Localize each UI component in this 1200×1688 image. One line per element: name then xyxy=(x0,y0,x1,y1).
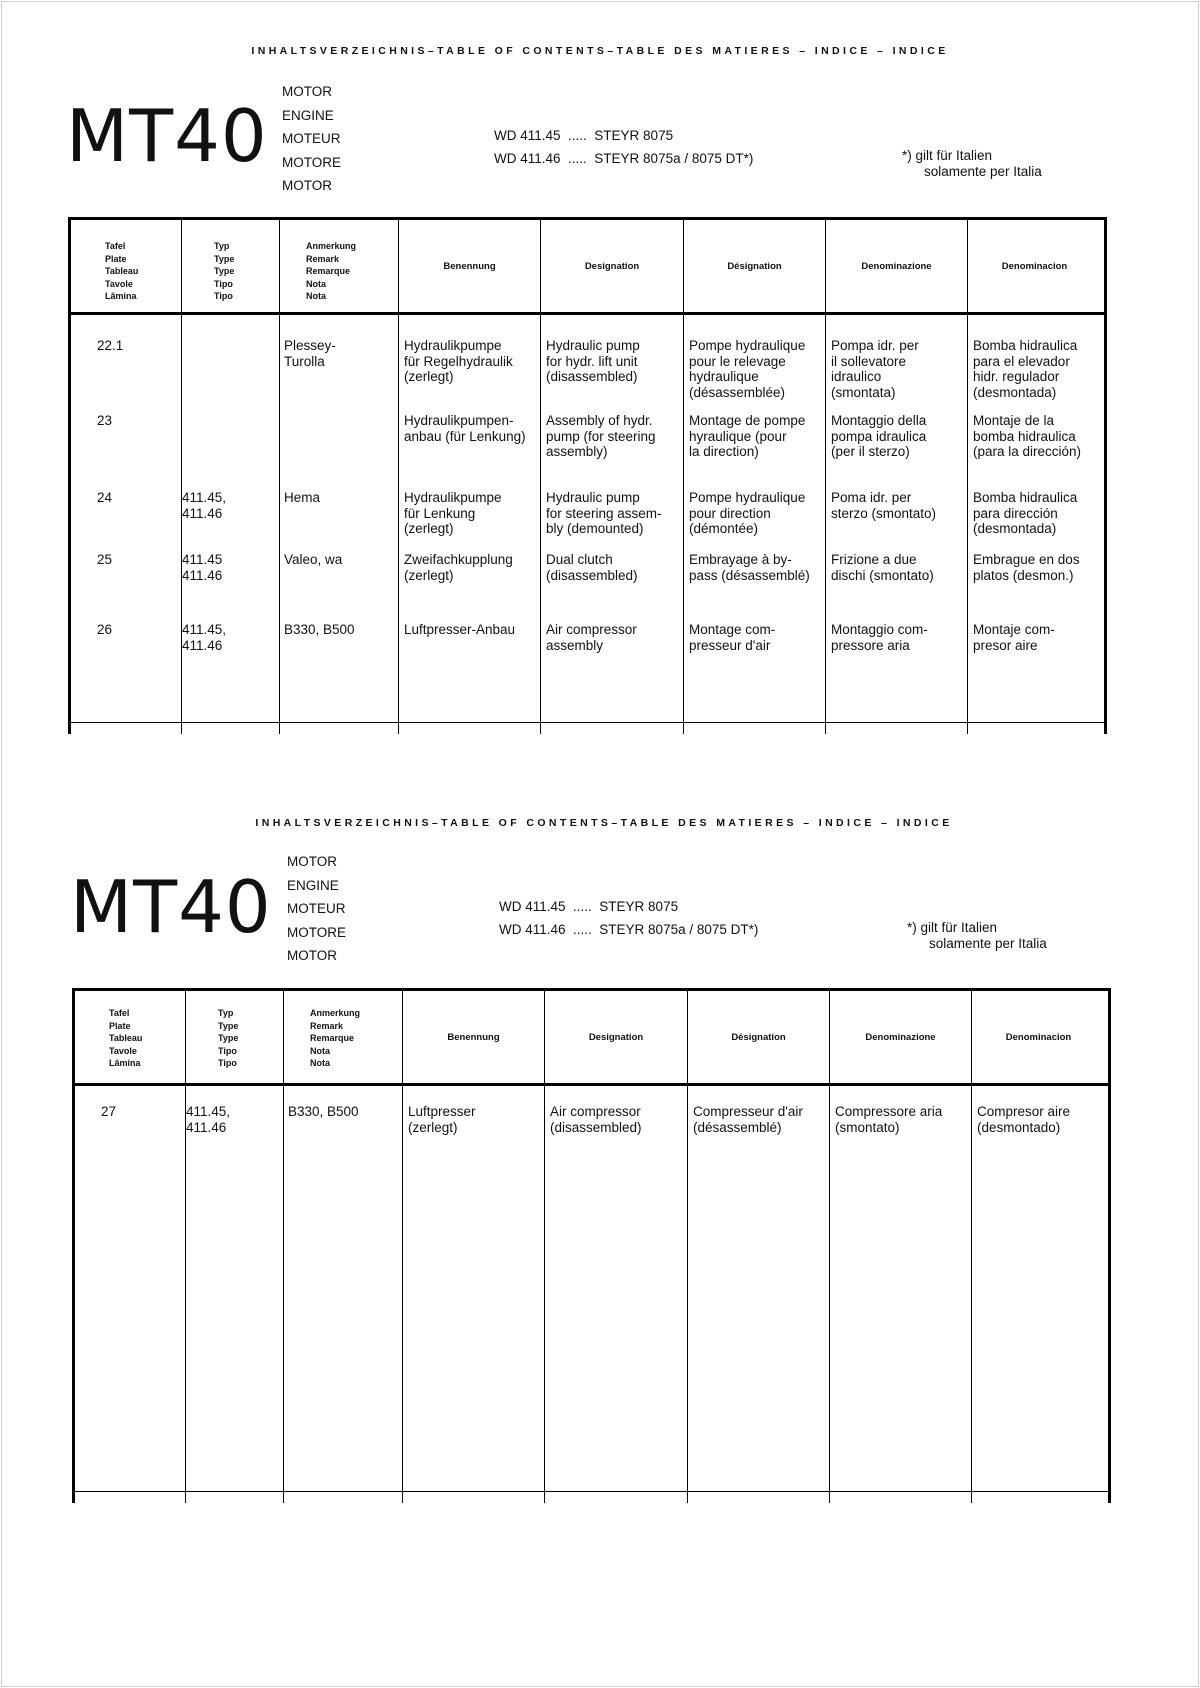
cell-plate: 24 xyxy=(97,490,113,505)
header-remark xyxy=(310,1007,360,1070)
language-item: MOTORE xyxy=(287,924,347,940)
footnote-line: solamente per Italia xyxy=(929,936,1047,951)
cell-fr: Pompe hydraulique pour direction (démontée) xyxy=(689,490,806,536)
cell-plate: 25 xyxy=(97,552,113,567)
header-text: Lâmina xyxy=(109,1058,141,1068)
model-list xyxy=(494,124,753,170)
header-text: Plate xyxy=(109,1020,131,1031)
header-text: Nota xyxy=(310,1058,330,1068)
cell-fr: Montage com- presseur d'air xyxy=(689,622,776,653)
cell-en: Hydraulic pump for hydr. lift unit (disassembled) xyxy=(546,338,640,384)
language-list xyxy=(282,80,341,198)
language-item: MOTOR xyxy=(287,948,337,963)
cell-en: Dual clutch (disassembled) xyxy=(546,552,638,583)
cell-it: Frizione a due dischi (smontato) xyxy=(831,552,934,583)
cell-es: Compresor aire (desmontado) xyxy=(977,1104,1071,1135)
cell-it: Compressore aria (smontato) xyxy=(835,1104,943,1135)
cell-remark: Hema xyxy=(284,490,321,505)
language-list xyxy=(287,850,346,968)
language-item: MOTOR xyxy=(282,178,332,193)
header-text: Type xyxy=(218,1020,239,1031)
header-designation-fr: Désignation xyxy=(727,260,782,272)
header-designation-en: Designation xyxy=(584,260,640,272)
cell-es: Montaje com- presor aire xyxy=(973,622,1055,653)
column-divider xyxy=(181,220,182,734)
header-denominacion: Denominacion xyxy=(1005,1031,1072,1043)
footnote-line: *) gilt für Italien xyxy=(902,148,993,163)
header-text: Remark xyxy=(306,253,340,264)
header-designation-fr: Désignation xyxy=(731,1031,786,1043)
header-text: Type xyxy=(214,266,235,276)
language-item: MOTOR xyxy=(287,854,337,869)
header-text: Typ xyxy=(218,1008,234,1018)
header-benennung: Benennung xyxy=(447,1031,500,1043)
header-text: Type xyxy=(214,253,235,264)
header-text: Plate xyxy=(105,253,127,264)
header-text: Tafel xyxy=(109,1008,130,1018)
model-row: WD 411.45 ..... STEYR 8075 xyxy=(494,128,674,143)
cell-it: Montaggio com- pressore aria xyxy=(831,622,928,653)
model-row: WD 411.46 ..... STEYR 8075a / 8075 DT*) xyxy=(494,151,754,166)
header-text: Tipo xyxy=(214,291,233,301)
language-item: ENGINE xyxy=(282,107,334,123)
cell-it: Montaggio della pompa idraulica (per il sterzo) xyxy=(831,413,927,459)
cell-de: Luftpresser (zerlegt) xyxy=(408,1104,476,1135)
header-text: Tipo xyxy=(214,278,233,289)
footnote-line: solamente per Italia xyxy=(924,164,1042,179)
header-text: Tavole xyxy=(105,278,133,289)
header-text: Lâmina xyxy=(105,291,137,301)
header-text: Tableau xyxy=(109,1033,143,1043)
header-remark xyxy=(306,240,356,303)
header-denominacion: Denominacion xyxy=(1001,260,1068,272)
language-item: ENGINE xyxy=(287,877,339,893)
toc-heading: INHALTSVERZEICHNIS–TABLE OF CONTENTS–TABLE DES MATIERES – INDICE – INDICE xyxy=(251,45,949,57)
cell-plate: 27 xyxy=(101,1104,117,1119)
header-text: Remarque xyxy=(306,266,351,276)
header-text: Nota xyxy=(306,278,326,289)
header-text: Anmerkung xyxy=(306,241,357,251)
header-plate xyxy=(105,240,138,303)
footnote xyxy=(902,148,1042,180)
footnote xyxy=(907,920,1047,952)
cell-type: 411.45 411.46 xyxy=(182,552,223,583)
header-text: Remarque xyxy=(310,1033,355,1043)
model-logo: MT40 xyxy=(66,94,268,178)
cell-en: Assembly of hydr. pump (for steering assembly) xyxy=(546,413,656,459)
header-text: Nota xyxy=(310,1045,330,1056)
header-denominazione: Denominazione xyxy=(865,1031,936,1043)
cell-remark: Valeo, wa xyxy=(284,552,343,567)
toc-heading: INHALTSVERZEICHNIS–TABLE OF CONTENTS–TABLE DES MATIERES – INDICE – INDICE xyxy=(255,817,953,829)
table-bottom-line xyxy=(75,1491,1108,1492)
cell-de: Hydraulikpumpe für Regelhydraulik (zerlegt) xyxy=(404,338,513,384)
cell-en: Air compressor (disassembled) xyxy=(550,1104,642,1135)
cell-en: Air compressor assembly xyxy=(546,622,637,653)
language-item: MOTOR xyxy=(282,84,332,99)
cell-es: Bomba hidraulica para dirección (desmontada) xyxy=(973,490,1078,536)
cell-de: Luftpresser-Anbau xyxy=(404,622,516,637)
cell-remark: B330, B500 xyxy=(288,1104,359,1119)
header-text: Remark xyxy=(310,1020,344,1031)
header-text: Tableau xyxy=(105,266,139,276)
header-divider xyxy=(75,1083,1108,1086)
model-row: WD 411.46 ..... STEYR 8075a / 8075 DT*) xyxy=(499,922,759,937)
header-text: Tipo xyxy=(218,1045,237,1056)
column-divider xyxy=(185,991,186,1503)
cell-es: Montaje de la bomba hidraulica (para la dirección) xyxy=(973,413,1082,459)
header-type xyxy=(218,1007,238,1070)
cell-de: Hydraulikpumpe für Lenkung (zerlegt) xyxy=(404,490,502,536)
cell-de: Zweifachkupplung (zerlegt) xyxy=(404,552,513,583)
cell-type: 411.45, 411.46 xyxy=(182,622,227,653)
language-item: MOTEUR xyxy=(282,131,341,146)
contents-table xyxy=(68,217,1107,734)
header-designation-en: Designation xyxy=(588,1031,644,1043)
table-bottom-line xyxy=(71,722,1104,723)
header-text: Tavole xyxy=(109,1045,137,1056)
header-plate xyxy=(109,1007,142,1070)
cell-de: Hydraulikpumpen- anbau (für Lenkung) xyxy=(404,413,526,444)
header-text: Anmerkung xyxy=(310,1008,361,1018)
header-divider xyxy=(71,312,1104,315)
cell-fr: Pompe hydraulique pour le relevage hydraulique (désassemblée) xyxy=(689,338,806,400)
header-type xyxy=(214,240,234,303)
header-text: Tipo xyxy=(218,1058,237,1068)
header-benennung: Benennung xyxy=(443,260,496,272)
language-item: MOTEUR xyxy=(287,901,346,916)
cell-it: Poma idr. per sterzo (smontato) xyxy=(831,490,937,521)
cell-fr: Montage de pompe hyraulique (pour la direction) xyxy=(689,413,806,459)
model-logo: MT40 xyxy=(70,865,272,949)
cell-fr: Embrayage à by- pass (désassemblé) xyxy=(689,552,810,583)
cell-es: Bomba hidraulica para el elevador hidr. regulador (desmontada) xyxy=(973,338,1078,400)
cell-en: Hydraulic pump for steering assem- bly (demounted) xyxy=(546,490,662,536)
footnote-line: *) gilt für Italien xyxy=(907,920,998,935)
cell-remark: B330, B500 xyxy=(284,622,355,637)
model-row: WD 411.45 ..... STEYR 8075 xyxy=(499,899,679,914)
model-list xyxy=(499,895,758,941)
cell-it: Pompa idr. per il sollevatore idraulico (smontata) xyxy=(831,338,919,400)
cell-plate: 22.1 xyxy=(97,338,124,353)
cell-type: 411.45, 411.46 xyxy=(182,490,227,521)
column-divider xyxy=(283,991,284,1503)
header-text: Tafel xyxy=(105,241,126,251)
cell-plate: 26 xyxy=(97,622,113,637)
language-item: MOTORE xyxy=(282,154,342,170)
cell-fr: Compresseur d'air (désassemblé) xyxy=(693,1104,803,1135)
cell-type: 411.45, 411.46 xyxy=(186,1104,231,1135)
cell-es: Embrague en dos platos (desmon.) xyxy=(973,552,1080,583)
cell-remark: Plessey- Turolla xyxy=(284,338,336,369)
contents-table xyxy=(72,988,1111,1503)
header-text: Typ xyxy=(214,241,230,251)
column-divider xyxy=(279,220,280,734)
header-text: Type xyxy=(218,1033,239,1043)
cell-plate: 23 xyxy=(97,413,113,428)
header-denominazione: Denominazione xyxy=(861,260,932,272)
header-text: Nota xyxy=(306,291,326,301)
